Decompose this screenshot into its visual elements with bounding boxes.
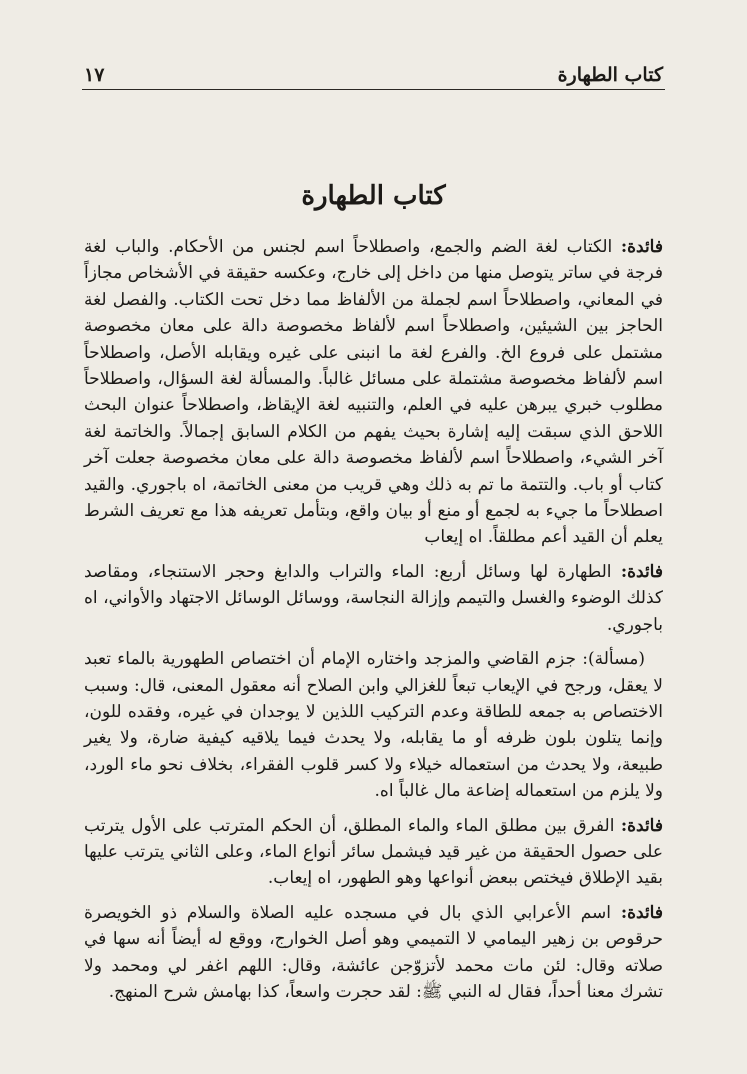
paragraph-term: فائدة: [620,815,663,836]
paragraph-5 [84,900,663,1006]
running-head [84,58,663,86]
paragraph-3 [84,646,663,804]
paragraph-4 [84,813,663,892]
paragraph-text: الفرق بين مطلق الماء والماء المطلق، أن الحكم المترتب على الأول يترتب على حصول الحقيقة من غير قيد فيشمل سائر أنواع الماء، وعلى الثاني يترتب عليها بقيد الإطلاق فيختص ببعض أنواعها وهو الطهور، اه إيعاب. [84,815,663,889]
paragraph-text: اسم الأعرابي الذي بال في مسجده عليه الصلاة والسلام ذو الخويصرة حرقوص بن زهير اليمامي لا التميمي وهو أصل الخوارج، ووقع له أيضاً أنه سها في صلاته وقال: لئن مات محمد لأتزوّجن عائشة، وقال: اللهم اغفر لي ومحمد ولا تشرك معنا أحداً، فقال له النبي ﷺ: لقد حجرت واسعاً، كذا بهامش شرح المنهج. [84,902,663,1002]
page-number: ١٧ [84,64,105,86]
header-rule [82,89,665,90]
paragraph-text: الطهارة لها وسائل أربع: الماء والتراب والدابغ وحجر الاستنجاء، ومقاصد كذلك الوضوء والغسل والتيمم وإزالة النجاسة، ووسائل الوسائل الاجتهاد والأواني، اه باجوري. [84,561,663,635]
paragraph-text: (مسألة): جزم القاضي والمزجد واختاره الإمام أن اختصاص الطهورية بالماء تعبد لا يعقل، ورجح في الإيعاب تبعاً للغزالي وابن الصلاح أنه معقول المعنى، قال: وسبب الاختصاص به جمعه للطاقة وعدم التركيب اللذين لا يوجدان في غيره، وفقده للون، وإنما يتلون بلون ظرفه أو ما يقابله، ولا يحدث فيما يلاقيه كيفية ضارة، ولا يغير طبيعة، ولا يحدث من استعماله خيلاء ولا كسر قلوب الفقراء، بخلاف نحو ماء الورد، ولا يلزم من استعماله إضاعة مال غالباً اه. [84,649,663,802]
page-body [84,178,663,1011]
chapter-title: كتاب الطهارة [301,181,446,211]
paragraph-term: فائدة: [620,237,663,257]
paragraph-1 [84,234,663,551]
paragraph-term: فائدة: [620,561,663,582]
paragraph-text: الكتاب لغة الضم والجمع، واصطلاحاً اسم لجنس من الأحكام. والباب لغة فرجة في ساتر يتوصل منها من داخل إلى خارج، وعكسه حقيقة في الأشخاص مجازاً في المعاني، واصطلاحاً اسم لجملة من الألفاظ مما دخل تحت الكتاب. والفصل لغة الحاجز بين الشيئين، واصطلاحاً اسم لألفاظ مخصوصة دالة على معان مخصوصة مشتمل على فروع الخ. والفرع لغة ما انبنى على غيره ويقابله الأصل، واصطلاحاً اسم لألفاظ مخصوصة مشتملة على مسائل غالباً. والمسألة لغة السؤال، واصطلاحاً مطلوب خبري يبرهن عليه في العلم، والتنبيه لغة الإيقاظ، واصطلاحاً عنوان البحث اللاحق الذي سبقت إليه إشارة بحيث يفهم من الكلام السابق إجمالاً. والخاتمة لغة آخر الشيء، واصطلاحاً اسم لألفاظ مخصوصة دالة على معان مخصوصة جعلت آخر كتاب أو باب. والتتمة ما تم به ذلك وهي قريب من معنى الخاتمة، اه باجوري. والقيد اصطلاحاً ما جيء به لجمع أو منع أو بيان واقع، وبتأمل تعريفه هذا مع تعريف الشرط يعلم أن القيد أعم مطلقاً. اه إيعاب [84,237,663,548]
paragraph-2 [84,559,663,638]
paragraph-term: فائدة: [620,902,663,923]
running-head-title: كتاب الطهارة [557,64,663,86]
